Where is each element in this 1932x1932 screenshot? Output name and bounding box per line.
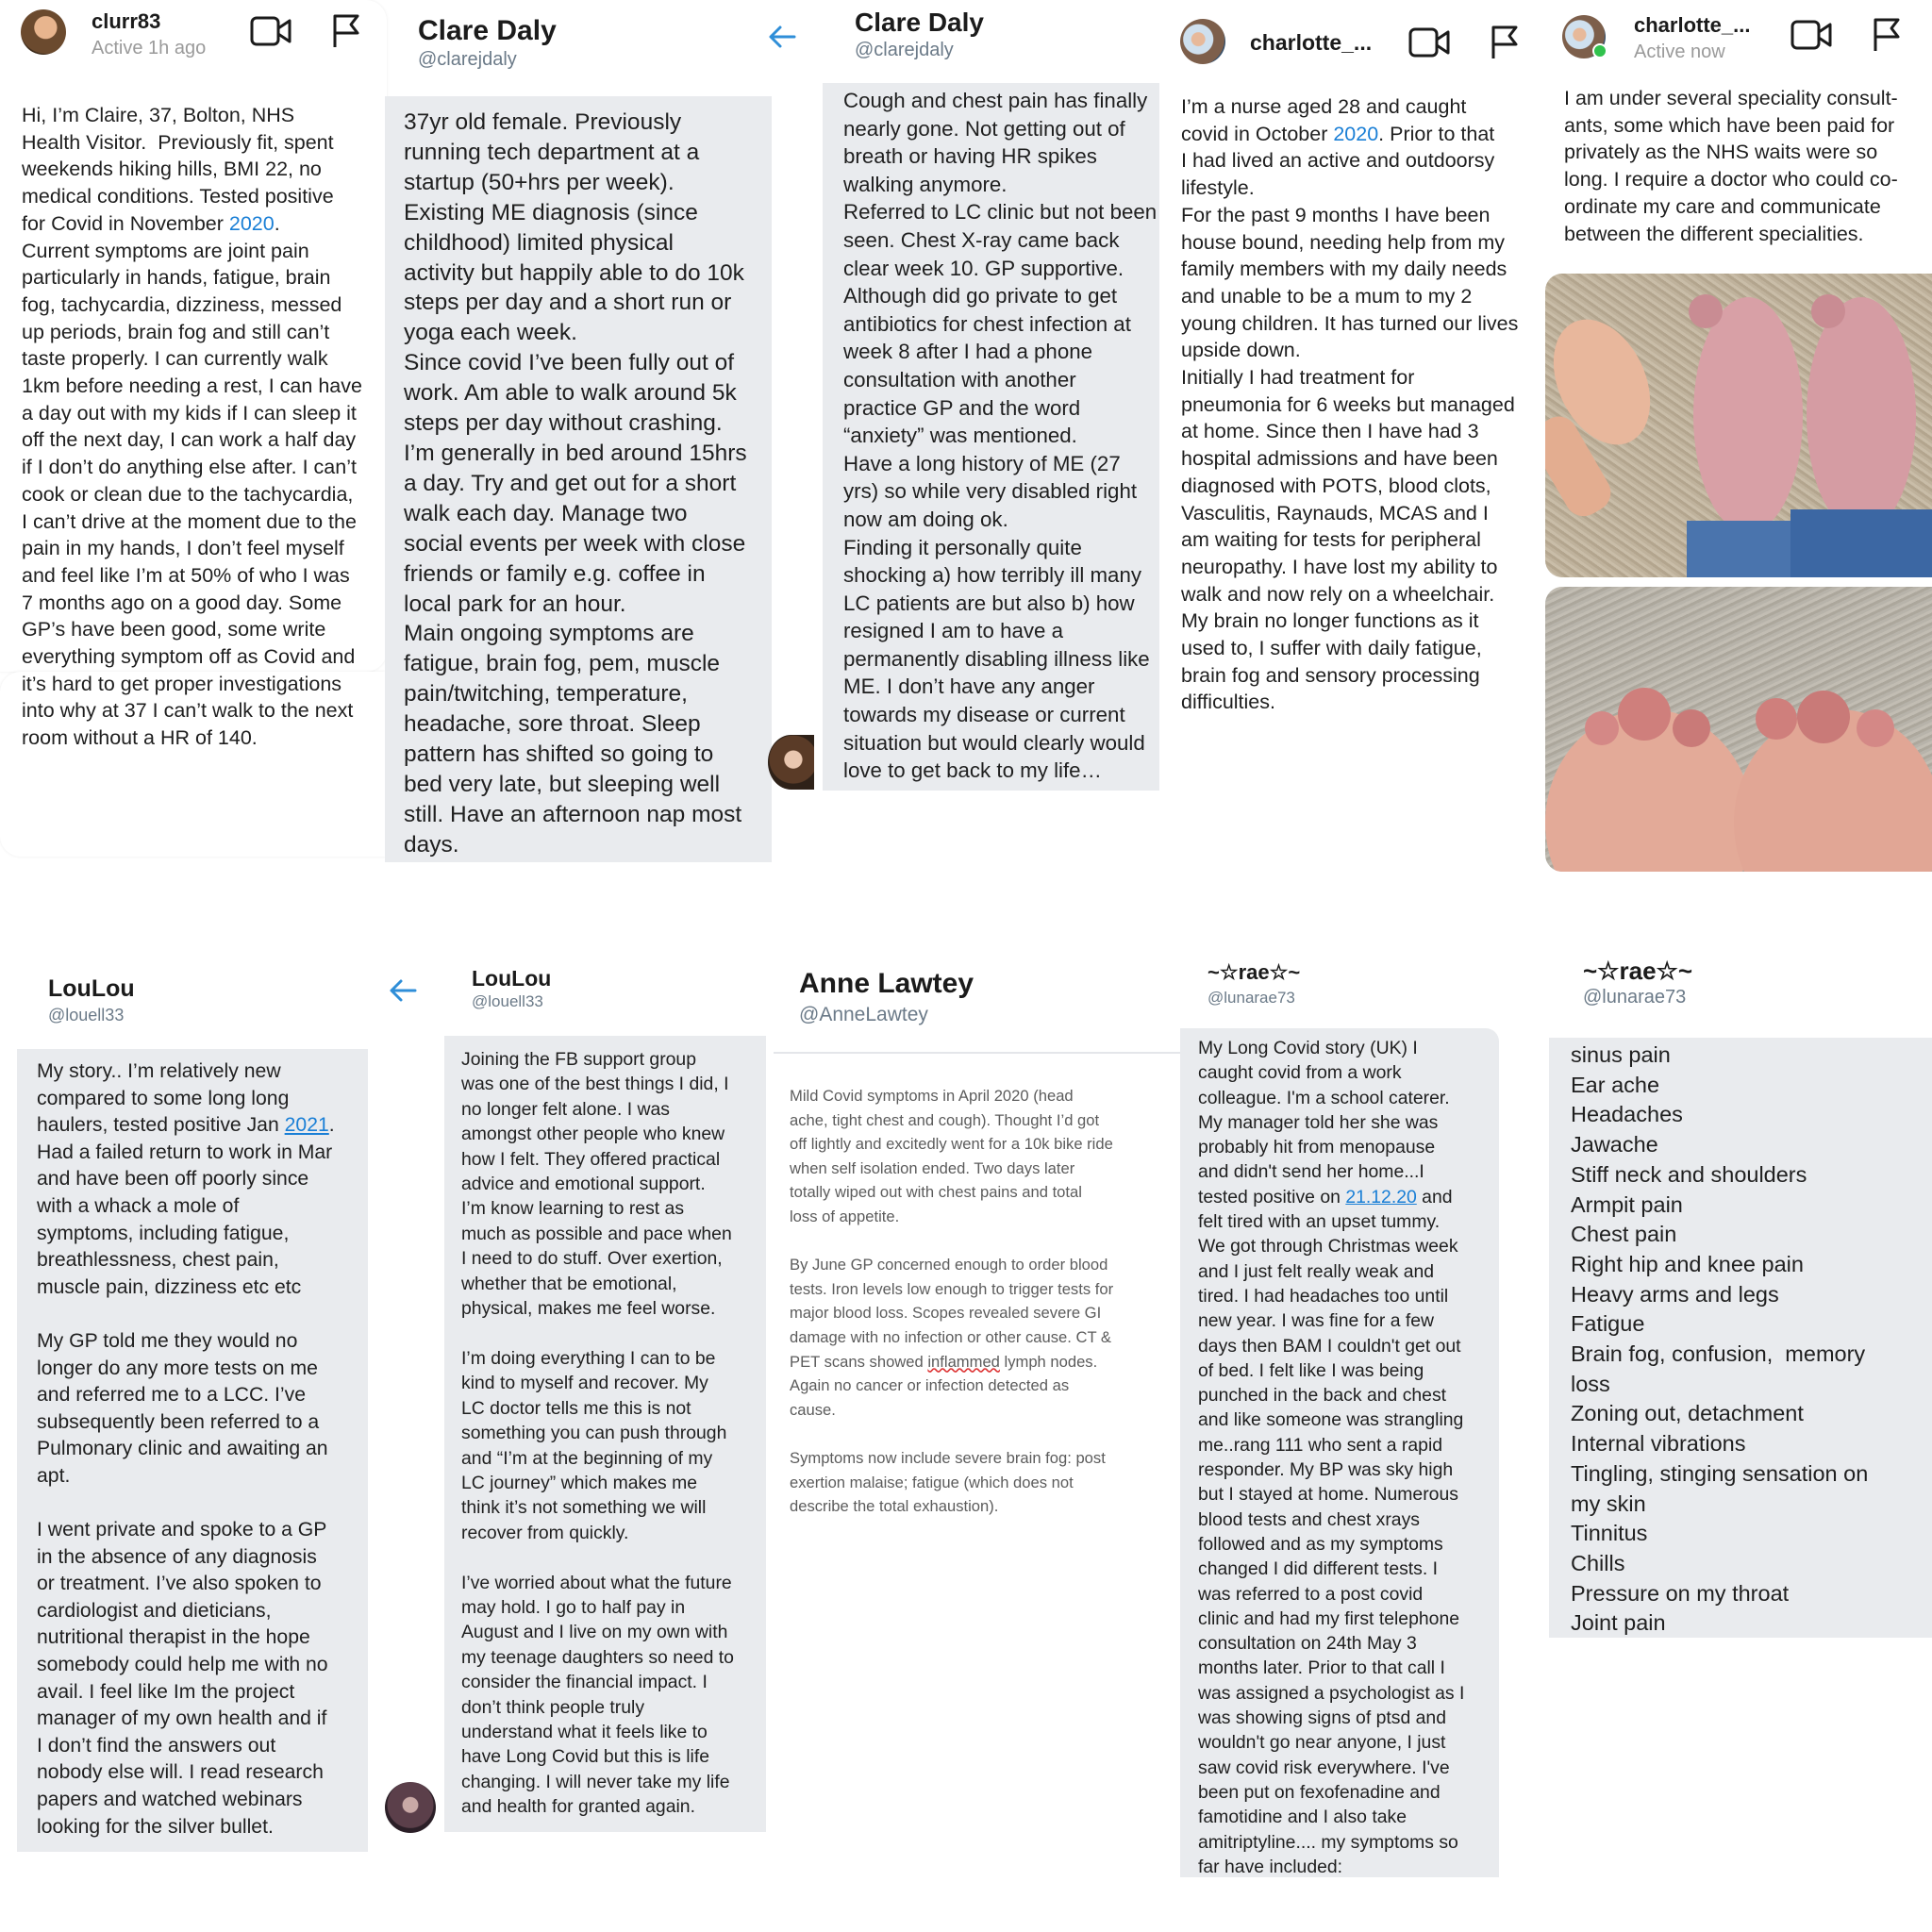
message-text <box>22 102 385 752</box>
user-handle[interactable]: @clarejdaly <box>418 49 517 70</box>
active-status: Active now <box>1634 42 1725 62</box>
message-bubble: sinus pain Ear ache Headaches Jawache Stiff neck and shoulders Armpit pain Chest pain Right hip and knee pain Heavy arms and legs Fatigue Brain fog, confusion, memory loss Zoning out, detachment Internal vibrations Tingling, stinging sensation on my skin Tinnitus Chills Pressure on my throat Joint pain <box>1549 1038 1932 1638</box>
feet-illustration <box>1545 274 1932 577</box>
display-name[interactable]: Clare Daly <box>418 15 557 46</box>
online-indicator <box>1592 43 1607 58</box>
avatar[interactable] <box>768 735 814 790</box>
video-call-icon[interactable] <box>1408 26 1450 58</box>
photo-feet-swollen[interactable] <box>1545 274 1932 577</box>
message-text-part: I’m a nurse aged 28 and caught covid in October <box>1181 95 1467 145</box>
display-name[interactable]: LouLou <box>48 975 135 1002</box>
year-link[interactable]: 2020 <box>228 211 275 235</box>
display-name[interactable]: ~☆rae☆~ <box>1583 957 1693 985</box>
avatar[interactable] <box>385 1782 436 1833</box>
photo-toes-chilblains[interactable] <box>1545 587 1932 872</box>
message-bubble <box>17 1049 368 1852</box>
year-link[interactable]: 2020 <box>1333 122 1379 145</box>
message-bubble: Cough and chest pain has finally nearly gone. Not getting out of breath or having HR spikes walking anymore. Referred to LC clinic but not been seen. Chest X-ray came back clear week 10. GP supportive. Although did go private to get antibiotics for chest infection at week 8 after I had a phone consultation with another practice GP and the word “anxiety” was mentioned. Have a long history of ME (27 yrs) so while very disabled right now am doing ok. Finding it personally quite shocking a) how terribly ill many LC patients are but also b) how resigned I am to have a permanently disabling illness like ME. I don’t have any anger towards my disease or current situation but would clearly would love to get back to my life… <box>823 83 1159 791</box>
display-name[interactable]: Clare Daly <box>855 8 984 37</box>
chat-username[interactable]: charlotte_... <box>1634 13 1751 37</box>
message-text-part: Hi, I’m Claire, 37, Bolton, NHS Health Visitor. Previously fit, spent weekends hiking hills, BMI 22, no medical conditions. Tested positive for Covid in November <box>22 104 334 235</box>
user-handle[interactable]: @AnneLawtey <box>799 1004 928 1025</box>
message-bubble <box>1180 1028 1499 1877</box>
user-handle[interactable]: @louell33 <box>472 992 543 1010</box>
message-bubble: 37yr old female. Previously running tech department at a startup (50+hrs per week). Existing ME diagnosis (since childhood) limited physical activity but happily able to do 10k steps per day and a short run or yoga each week. Since covid I’ve been fully out of work. Am able to walk around 5k steps per day without crashing. I’m generally in bed around 15hrs a day. Try and get out for a short walk each day. Manage two social events per week with close friends or family e.g. coffee in local park for an hour. Main ongoing symptoms are fatigue, brain fog, pem, muscle pain/twitching, temperature, headache, sore throat. Sleep pattern has shifted so going to bed very late, but sleeping well still. Have an afternoon nap most days. <box>385 96 772 862</box>
message-text-part: . Current symptoms are joint pain particularly in hands, fatigue, brain fog, tachycardia, dizziness, messed up periods, brain fog and still can’t taste properly. I can currently walk 1km before needing a rest, I can have a day out with my kids if I can sleep it off the next day, I can work a half day if I don’t do anything else after. I can’t cook or clean due to the tachycardia, I can’t drive at the moment due to the pain in my hands, I don’t feel myself and feel like I’m at 50% of who I was 7 months ago on a good day. Some GP’s have been good, some write everything symptom off as Covid and it’s hard to get proper investigations into why at 37 I can’t walk to the next room without a HR of 140. <box>22 211 362 750</box>
message-text-part: My Long Covid story (UK) I caught covid from a work colleague. I'm a school caterer. My manager told her she was probably hit from menopause and didn't send her home...I tested positive on <box>1198 1038 1450 1208</box>
message-bubble: Joining the FB support group was one of the best things I did, I no longer felt alone. I was amongst other people who knew how I felt. They offered practical advice and emotional support. I’m know learning to rest as much as possible and pace when I need to do stuff. Over exertion, whether that be emotional, physical, makes me feel worse. I’m doing everything I can to be kind to myself and recover. My LC doctor tells me this is not something you can push through and “I’m at the beginning of my LC journey” which makes me think it’s not something we will recover from quickly. I’ve worried about what the future may hold. I go to half pay in August and I live on my own with my teenage daughters so need to consider the financial impact. I don’t think people truly understand what it feels like to have Long Covid but this is life changing. I will never take my life and health for granted again. <box>444 1036 766 1832</box>
display-name[interactable]: ~☆rae☆~ <box>1208 960 1301 984</box>
message-text-part: . Prior to that I had lived an active and outdoorsy lifestyle. For the past 9 months I have been house bound, needing help from my family members with my daily needs and unable to be a mum to my 2 young children. It has turned our lives upside down. Initially I had treatment for pneumonia for 6 weeks but managed at home. Since then I have had 3 hospital admissions and have been diagnosed with POTS, blood clots, Vasculitis, Raynauds, MCAS and I am waiting for tests for peripheral neuropathy. I have lost my ability to walk and now rely on a wheelchair. My brain no longer functions as it used to, I suffer with daily fatigue, brain fog and sensory processing difficulties. <box>1181 122 1519 714</box>
message-text-part: Mild Covid symptoms in April 2020 (head ache, tight chest and cough). Thought I’d got off lightly and excitedly went for a 10k bike ride when self isolation ended. Two days later totally wiped out with chest pains and total loss of appetite. By June GP concerned enough to order blood tests. Iron levels low enough to trigger tests for major blood loss. Scopes revealed severe GI damage with no infection or other cause. CT & PET scans showed <box>790 1087 1114 1371</box>
message-text <box>790 1084 1186 1519</box>
report-flag-icon[interactable] <box>1871 17 1903 53</box>
report-flag-icon[interactable] <box>330 13 362 49</box>
video-call-icon[interactable] <box>1790 19 1832 51</box>
display-name[interactable]: Anne Lawtey <box>799 968 974 999</box>
message-text <box>1181 93 1549 716</box>
back-arrow-icon[interactable] <box>768 25 796 49</box>
message-text-part: . Had a failed return to work in Mar and have been off poorly since with a whack a mole of symptoms, including fatigue, breathlessness, chest pain, muscle pain, dizziness etc etc My GP told me they would no longer do any more tests on me and referred me to a LCC. I’ve subsequently been referred to a Pulmonary clinic and awaiting an apt. I went private and spoke to a GP in the absence of any diagnosis or treatment. I’ve also spoken to cardiologist and dieticians, nutritional therapist in the hope somebody could help me with no avail. I feel like Im the project manager of my own health and if I don’t find the answers out nobody else will. I read research papers and watched webinars looking for the silver bullet. <box>37 1114 335 1838</box>
toes-illustration <box>1545 587 1932 872</box>
display-name[interactable]: LouLou <box>472 966 552 991</box>
active-status: Active 1h ago <box>92 38 207 58</box>
user-handle[interactable]: @louell33 <box>48 1006 125 1024</box>
back-arrow-icon[interactable] <box>389 978 417 1003</box>
chat-username[interactable]: clurr83 <box>92 9 161 33</box>
message-text-part: My story.. I’m relatively new compared to some long long haulers, tested positive Jan <box>37 1060 290 1137</box>
avatar[interactable] <box>1180 19 1225 64</box>
chat-username[interactable]: charlotte_... <box>1250 30 1373 55</box>
message-text: I am under several speciality consult- ants, some which have been paid for privately as the NHS waits were so long. I require a doctor who could co- ordinate my care and communicate between the different specialities. <box>1564 87 1898 245</box>
avatar[interactable] <box>21 9 66 55</box>
message-text-part: and felt tired with an upset tummy. We got through Christmas week and I just felt really weak and tired. I had headaches too until new year. I was fine for a few days then BAM I couldn't get out of bed. I felt like I was being punched in the back and chest and like someone was strangling me..rang 111 who sent a rapid responder. My BP was sky high but I stayed at home. Numerous blood tests and chest xrays followed and as my symptoms changed I did different tests. I was referred to a post covid clinic and had my first telephone consultation on 24th May 3 months later. Prior to that call I was assigned a psychologist as I was showing signs of ptsd and wouldn't go near anyone, I just saw covid risk everywhere. I've been put on fexofenadine and famotidine and I also take amitriptyline.... my symptoms so far have included: <box>1198 1186 1465 1877</box>
divider <box>774 1052 1181 1054</box>
report-flag-icon[interactable] <box>1489 25 1521 60</box>
year-link[interactable]: 2021 <box>284 1114 329 1137</box>
spelling-error-word[interactable]: inflammed <box>927 1352 1000 1371</box>
user-handle[interactable]: @lunarae73 <box>1583 987 1687 1008</box>
video-call-icon[interactable] <box>250 15 291 47</box>
message-text-part: lymph nodes. Again no cancer or infection detected as cause. Symptoms now include severe brain fog: post exertion malaise; fatigue (which does not describe the total exhaustion). <box>790 1352 1106 1516</box>
date-link[interactable]: 21.12.20 <box>1345 1186 1417 1208</box>
user-handle[interactable]: @lunarae73 <box>1208 989 1295 1007</box>
user-handle[interactable]: @clarejdaly <box>855 40 954 60</box>
